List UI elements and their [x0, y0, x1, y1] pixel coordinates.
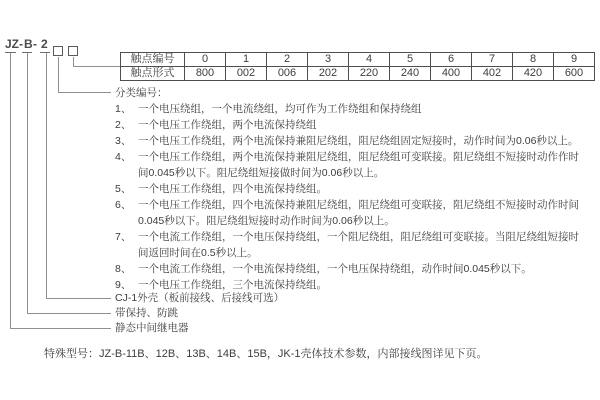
- model-case-code: 2: [41, 37, 48, 51]
- leader-line-classification-vertical: [58, 57, 59, 92]
- contact-form-cell: 002: [226, 67, 267, 81]
- item-number: 1、: [115, 103, 132, 115]
- model-dash: -: [19, 37, 23, 51]
- contact-form-cell: 006: [267, 67, 308, 81]
- classification-item-6: [115, 197, 579, 229]
- contact-number-cell: 5: [390, 53, 431, 67]
- contact-number-cell: 1: [226, 53, 267, 67]
- leader-line-hold-vertical: [27, 53, 28, 313]
- item-number: 9、: [115, 279, 132, 291]
- item-text: 一个电压工作绕组，两个电流保持兼阻尼绕组，阻尼绕组固定短接时，动作时间为0.06秒以上。: [138, 135, 579, 147]
- contact-number-cell: 3: [308, 53, 349, 67]
- leader-line-contact-vertical: [73, 57, 74, 66]
- hold-antipump-label: 带保持、防跳: [115, 307, 178, 319]
- case-label: CJ-1外壳（板前接线、后接线可选）: [115, 292, 285, 304]
- contact-form-label: 触点形式: [121, 67, 185, 81]
- classification-section: [115, 85, 579, 293]
- contact-number-label: 触点编号: [121, 53, 185, 67]
- special-models-note: 特殊型号：JZ-B-11B、12B、13B、14B、15B，JK-1壳体技术参数，内部接线图详见下页。: [44, 348, 488, 360]
- model-class-placeholder-box: [53, 46, 63, 56]
- classification-item-4: [115, 149, 579, 181]
- model-dash: -: [33, 37, 37, 51]
- leader-line-case-vertical: [46, 53, 47, 298]
- leader-line-hold-horizontal: [27, 313, 111, 314]
- item-number: 5、: [115, 183, 132, 195]
- classification-item-3: [115, 133, 579, 149]
- item-text: 一个电压工作绕组，四个电流保持绕组。: [138, 183, 327, 195]
- item-number: 8、: [115, 263, 132, 275]
- classification-item-2: [115, 117, 579, 133]
- item-number: 7、: [115, 231, 132, 243]
- leader-line-classification-horizontal: [58, 92, 111, 93]
- classification-item-7: [115, 229, 579, 261]
- classification-item-8: [115, 261, 579, 277]
- item-text: 一个电压工作绕组，三个电流保持绕组。: [138, 279, 327, 291]
- leader-line-contact-horizontal: [73, 66, 120, 67]
- item-text-continued: 间0.045秒以下。阻尼绕组短接做时间为0.06秒以上。: [138, 167, 385, 179]
- contact-number-cell: 7: [472, 53, 513, 67]
- contact-form-cell: 202: [308, 67, 349, 81]
- contact-number-cell: 0: [185, 53, 226, 67]
- contact-form-cell: 420: [513, 67, 554, 81]
- item-number: 6、: [115, 199, 132, 211]
- classification-heading: 分类编号：: [115, 87, 168, 99]
- item-text: 一个电压工作绕组，四个电流保持兼阻尼绕组，阻尼绕组可变联接，阻尼绕组不短接时动作时间: [138, 199, 579, 211]
- contact-form-cell: 400: [431, 67, 472, 81]
- contact-number-cell: 8: [513, 53, 554, 67]
- item-text: 一个电压工作绕组，两个电流保持绕组: [138, 119, 317, 131]
- item-number: 4、: [115, 151, 132, 163]
- contact-form-cell: 240: [390, 67, 431, 81]
- contact-number-cell: 4: [349, 53, 390, 67]
- contact-form-cell: 800: [185, 67, 226, 81]
- leader-line-case-horizontal: [46, 298, 111, 299]
- item-text: 一个电流工作绕组，一个电压保持绕组，一个阻尼绕组，阻尼绕组可变联接。当阻尼绕组短接时: [138, 231, 579, 243]
- classification-item-5: [115, 181, 579, 197]
- item-text-continued: 0.045秒以下。阻尼绕组短接时动作时间为0.06秒以上。: [138, 215, 395, 227]
- contact-form-cell: 220: [349, 67, 390, 81]
- item-text: 一个电流工作绕组，一个电流保持绕组，一个电压保持绕组，动作时间0.045秒以下。: [138, 263, 532, 275]
- contact-form-cell: 402: [472, 67, 513, 81]
- contact-number-row: [121, 53, 595, 67]
- case-underline: [40, 52, 50, 53]
- item-number: 2、: [115, 119, 132, 131]
- item-number: 3、: [115, 135, 132, 147]
- contact-number-cell: 6: [431, 53, 472, 67]
- item-text-continued: 间返回时间在0.5秒以上。: [138, 247, 258, 259]
- contact-code-table: [120, 52, 595, 81]
- static-relay-label: 静态中间继电器: [115, 322, 189, 334]
- contact-number-cell: 2: [267, 53, 308, 67]
- contact-form-row: [121, 67, 595, 81]
- contact-number-cell: 9: [554, 53, 595, 67]
- item-text: 一个电压绕组，一个电流绕组，均可作为工作绕组和保持绕组: [138, 103, 422, 115]
- model-series-code: JZ: [5, 37, 20, 51]
- contact-form-cell: 600: [554, 67, 595, 81]
- model-hold-code: B: [24, 37, 33, 51]
- classification-item-1: [115, 101, 579, 117]
- item-text: 一个电压工作绕组，两个电流保持兼阻尼绕组，阻尼绕组可变联接。阻尼绕组不短接时动作作时: [138, 151, 579, 163]
- leader-line-relay-vertical: [10, 53, 11, 328]
- leader-line-relay-horizontal: [10, 328, 111, 329]
- model-contact-placeholder-box: [68, 46, 78, 56]
